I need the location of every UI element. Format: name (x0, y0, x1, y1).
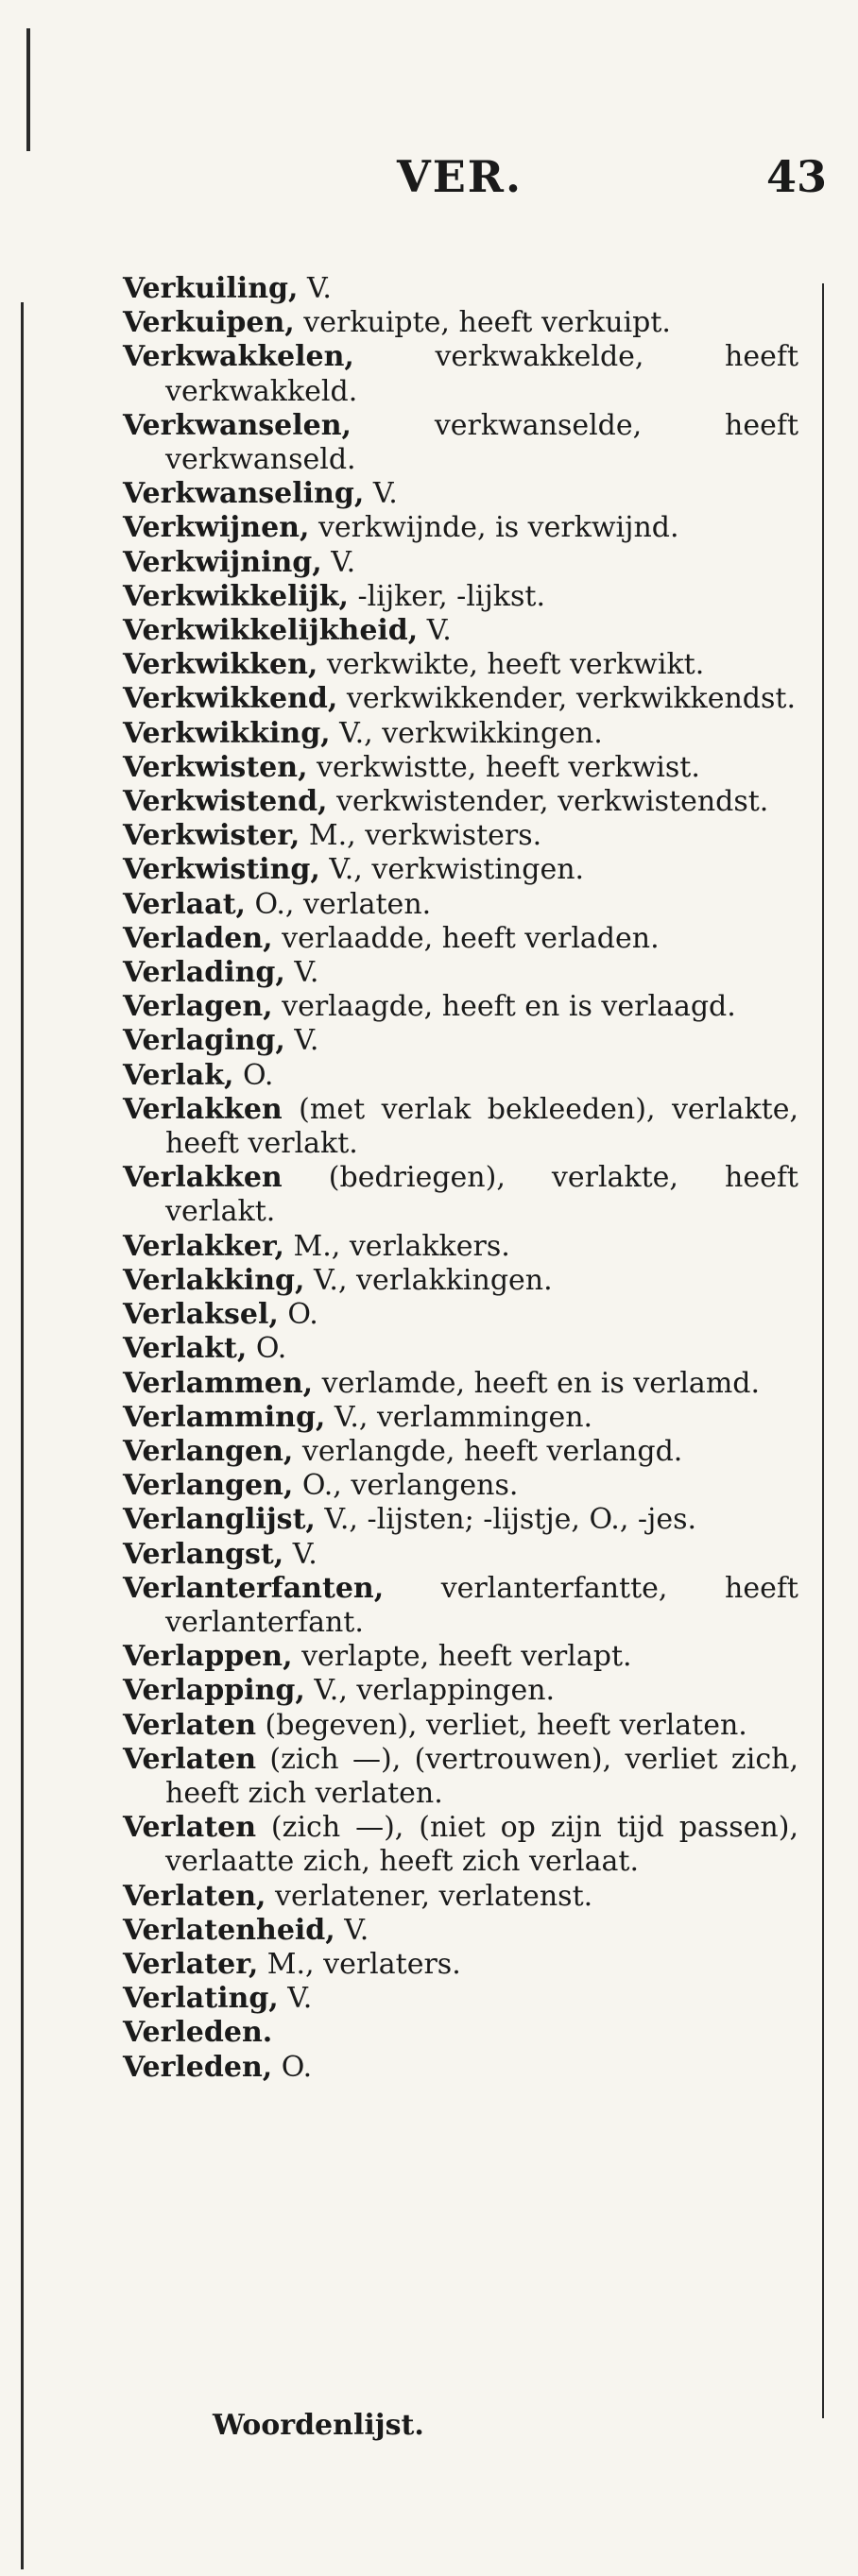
headword: Verkuiling, (123, 272, 299, 305)
entry-detail: V., -lijsten; -lijstje, O., -jes. (315, 1503, 697, 1537)
headword: Verleden, (123, 2050, 273, 2084)
headword: Verlanterfanten, (123, 1571, 385, 1605)
headword: Verlatenheid, (123, 1913, 335, 1947)
headword: Verlangst, (123, 1537, 284, 1571)
entry (123, 1640, 798, 1674)
entry (123, 1743, 798, 1811)
headword: Verlater, (123, 1947, 259, 1981)
entry (123, 1982, 798, 2016)
entry (123, 1503, 798, 1537)
headword: Verlagen, (123, 990, 273, 1024)
headword: Verlakken (123, 1161, 283, 1195)
entry (123, 546, 798, 580)
entry (123, 1024, 798, 1058)
entry (123, 306, 798, 340)
entry (123, 1914, 798, 1948)
running-head: VER. (397, 151, 523, 202)
entry (123, 888, 798, 922)
entry-detail: V., verkwikkingen. (330, 716, 603, 750)
headword: Verkwister, (123, 819, 300, 853)
entry-detail: O. (278, 1298, 318, 1332)
entry-detail: verkwistte, heeft verkwist. (307, 750, 700, 784)
entry (123, 956, 798, 990)
entry-detail: verkwakkelde, heeft verkwakkeld. (165, 340, 798, 408)
headword: Verlaten, (123, 1879, 266, 1913)
headword: Verlaten (123, 1742, 257, 1776)
headword: Verlakking, (123, 1263, 305, 1297)
entry-detail: V. (283, 1537, 317, 1571)
entry (123, 853, 798, 887)
entry (123, 1401, 798, 1435)
entry-detail: verlaagde, heeft en is verlaagd. (272, 990, 736, 1024)
headword: Verlammen, (123, 1366, 314, 1400)
headword: Verladen, (123, 921, 273, 955)
entry (123, 922, 798, 956)
entry (123, 340, 798, 408)
entry-detail: (begeven), verliet, heeft verlaten. (256, 1708, 747, 1742)
headword: Verlaksel, (123, 1298, 279, 1332)
headword: Verlanglijst, (123, 1503, 316, 1537)
headword: Verkwisten, (123, 750, 308, 784)
entry-detail: M., verlaters. (258, 1947, 461, 1981)
margin-rule-top-left (26, 28, 30, 151)
entry-detail: M., verkwisters. (300, 819, 542, 853)
entry-detail: V. (335, 1913, 369, 1947)
entry-detail: verkwistender, verkwistendst. (327, 785, 769, 819)
entry-detail: O., verlaten. (246, 887, 432, 921)
entry (123, 819, 798, 853)
entry-detail: V. (364, 477, 398, 511)
entry-detail: M., verlakkers. (283, 1229, 510, 1263)
entry (123, 1367, 798, 1401)
headword: Verkwikkelijkheid, (123, 614, 419, 648)
headword: Verlading, (123, 956, 285, 990)
entry-detail: verlatener, verlatenst. (266, 1879, 593, 1913)
entry (123, 1880, 798, 1914)
entry (123, 580, 798, 614)
headword: Verkwikking, (123, 716, 331, 750)
entry-detail: verkuipte, heeft verkuipt. (294, 306, 671, 340)
headword: Verkwijning, (123, 545, 322, 579)
headword: Verlakker, (123, 1229, 284, 1263)
entry-detail: O. (233, 1058, 274, 1092)
headword: Verlaging, (123, 1024, 285, 1058)
headword: Verleden. (123, 2016, 273, 2050)
headword: Verkwisting, (123, 853, 320, 887)
headword: Verlamming, (123, 1400, 326, 1434)
entry (123, 1538, 798, 1572)
entry-detail: V. (278, 1982, 313, 2016)
entry (123, 1230, 798, 1264)
entry (123, 751, 798, 785)
entry-detail: V. (284, 956, 319, 990)
entry (123, 614, 798, 648)
headword: Verkuipen, (123, 306, 295, 340)
headword: Verlaat, (123, 887, 246, 921)
entry-detail: (met verlak bekleeden), verlakte, heeft verlakt. (165, 1092, 798, 1161)
entry-detail: -lijker, -lijkst. (348, 579, 545, 613)
entry (123, 1709, 798, 1743)
entry (123, 717, 798, 751)
entry-detail: verkwikte, heeft verkwikt. (317, 648, 705, 682)
entry-detail: verlamde, heeft en is verlamd. (313, 1366, 761, 1400)
entry-detail: verlapte, heeft verlapt. (292, 1640, 632, 1674)
entry-detail: V. (418, 614, 452, 648)
headword: Verlangen, (123, 1434, 294, 1468)
entry (123, 1298, 798, 1332)
headword: Verlakt, (123, 1332, 248, 1366)
entry-detail: O. (272, 2050, 313, 2084)
entry (123, 409, 798, 477)
entry-detail: V., verlammingen. (325, 1400, 593, 1434)
entry (123, 1332, 798, 1366)
entry-detail: verkwanselde, heeft verkwanseld. (165, 408, 798, 477)
headword: Verlaten (123, 1708, 257, 1742)
signature-mark: Woordenlijst. (213, 2409, 424, 2442)
headword: Verkwikken, (123, 648, 318, 682)
entry (123, 785, 798, 819)
entry (123, 1059, 798, 1093)
entry-detail: V. (321, 545, 356, 579)
page-header (123, 151, 827, 208)
entry (123, 1674, 798, 1708)
entry (123, 1469, 798, 1503)
headword: Verkwistend, (123, 785, 328, 819)
entry (123, 1948, 798, 1982)
headword: Verkwikkelijk, (123, 579, 349, 613)
headword: Verkwakkelen, (123, 340, 354, 374)
margin-rule-right (822, 283, 824, 2418)
headword: Verlappen, (123, 1640, 293, 1674)
entry (123, 1811, 798, 1879)
entry-detail: O., verlangens. (293, 1469, 519, 1503)
entry-detail: verkwijnde, is verkwijnd. (309, 511, 679, 545)
entry-detail: verlangde, heeft verlangd. (293, 1434, 683, 1468)
entry (123, 648, 798, 682)
headword: Verlapping, (123, 1674, 305, 1708)
margin-rule-left (21, 302, 24, 2569)
headword: Verkwijnen, (123, 511, 310, 545)
entry-detail: verlaadde, heeft verladen. (272, 921, 660, 955)
entry-detail: verkwikkender, verkwikkendst. (337, 682, 796, 716)
headword: Verkwanselen, (123, 408, 352, 442)
entry (123, 1435, 798, 1469)
entry-detail: V. (298, 272, 332, 305)
headword: Verlaten (123, 1811, 257, 1845)
entry (123, 1572, 798, 1640)
headword: Verlakken (123, 1092, 283, 1126)
entry (123, 682, 798, 716)
entry-detail: V., verkwistingen. (319, 853, 585, 887)
headword: Verkwikkend, (123, 682, 338, 716)
entry (123, 511, 798, 545)
entry-detail: (bedriegen), verlakte, heeft verlakt. (165, 1161, 798, 1229)
entry-detail: (zich —), (vertrouwen), verliet zich, heeft zich verlaten. (165, 1742, 798, 1810)
entry-detail: verlanterfantte, heeft verlanterfant. (165, 1571, 798, 1639)
entry (123, 477, 798, 511)
entry-detail: (zich —), (niet op zijn tijd passen), verlaatte zich, heeft zich verlaat. (165, 1811, 798, 1879)
entry-detail: V., verlappingen. (304, 1674, 556, 1708)
entry-detail: V., verlakkingen. (304, 1263, 553, 1297)
entry (123, 1093, 798, 1161)
entry (123, 1264, 798, 1298)
entry (123, 1161, 798, 1229)
entry (123, 990, 798, 1024)
headword: Verlak, (123, 1058, 234, 1092)
headword: Verlangen, (123, 1469, 294, 1503)
headword: Verlating, (123, 1982, 279, 2016)
entry (123, 272, 798, 306)
entry-detail: V. (284, 1024, 319, 1058)
entry (123, 2051, 798, 2085)
headword: Verkwanseling, (123, 477, 365, 511)
entry-detail: O. (247, 1332, 287, 1366)
entry (123, 2016, 798, 2050)
page-number: 43 (765, 151, 827, 202)
word-list (123, 272, 798, 2085)
